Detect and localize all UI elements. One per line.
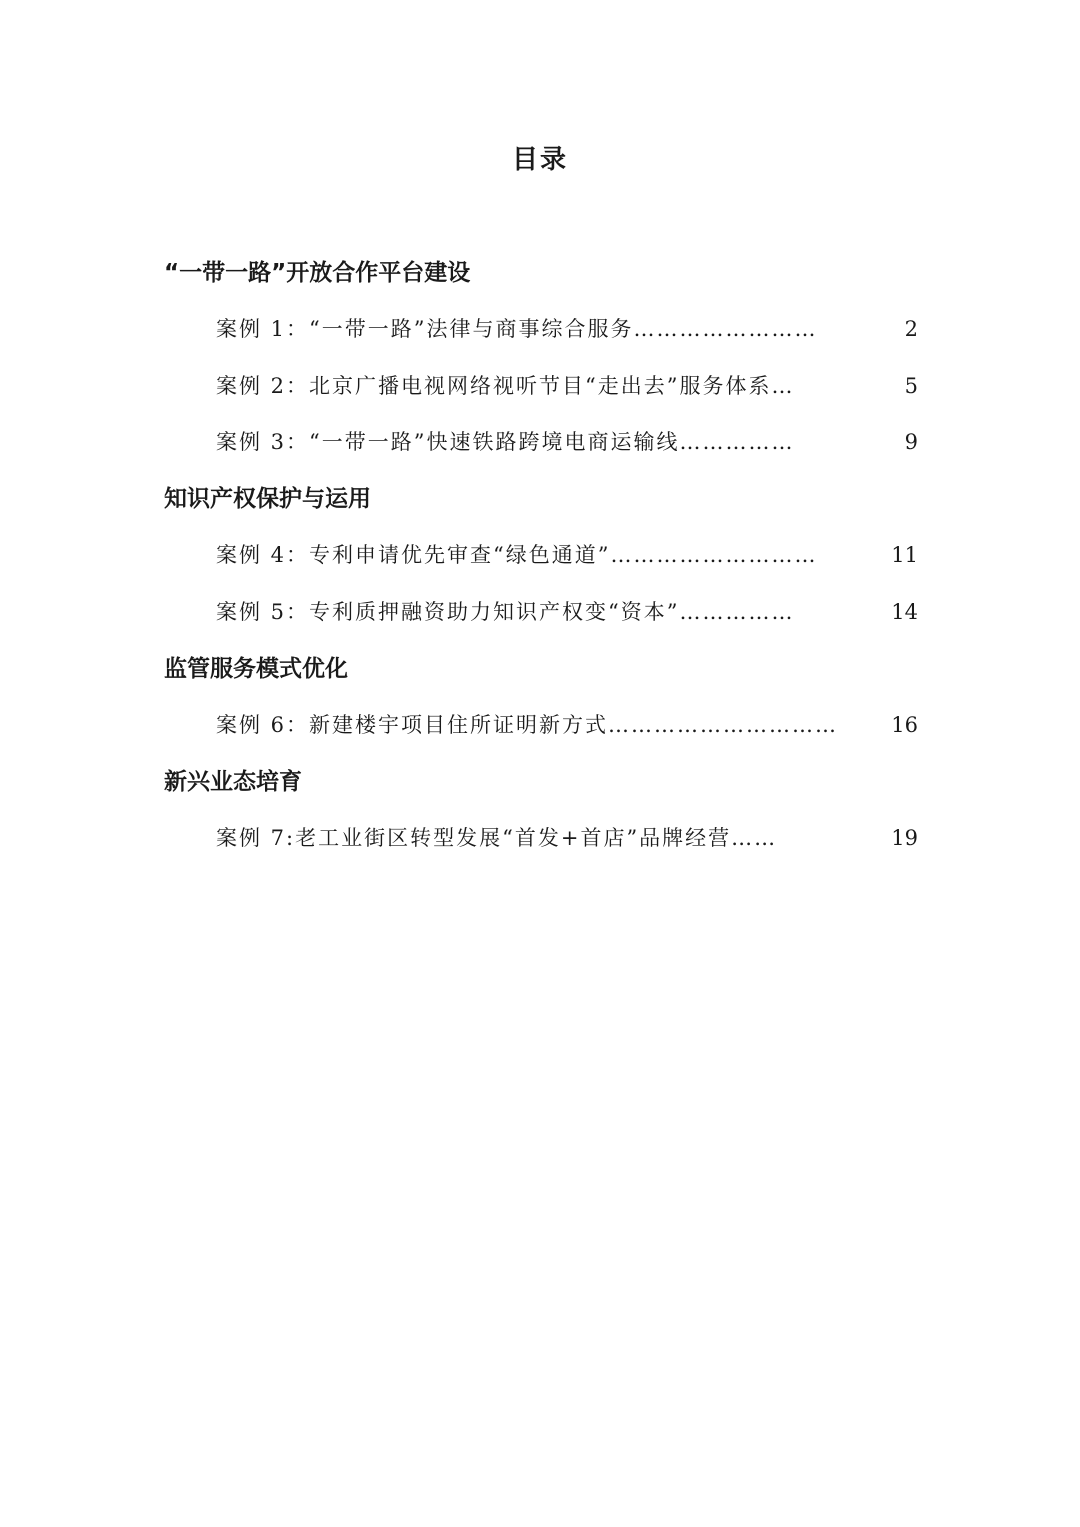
toc-entry-title: 案例 7:老工业街区转型发展“首发+首店”品牌经营…… xyxy=(216,826,778,850)
toc-entry-page-number: 16 xyxy=(891,713,918,737)
toc-entry-page-number: 2 xyxy=(904,317,918,341)
toc-entry-title: 案例 6：新建楼宇项目住所证明新方式………………………… xyxy=(216,713,839,737)
toc-entry-case-6[interactable] xyxy=(216,707,918,743)
section-heading-belt-and-road: “一带一路”开放合作平台建设 xyxy=(164,260,471,286)
toc-entry-title: 案例 3：“一带一路”快速铁路跨境电商运输线…………… xyxy=(216,430,795,454)
toc-entry-case-7[interactable] xyxy=(216,820,918,856)
toc-entry-case-5[interactable] xyxy=(216,594,918,630)
toc-entry-page-number: 11 xyxy=(891,543,918,567)
toc-entry-page-number: 19 xyxy=(891,826,918,850)
toc-entry-title: 案例 5：专利质押融资助力知识产权变“资本”…………… xyxy=(216,600,795,624)
toc-entry-title: 案例 1：“一带一路”法律与商事综合服务…………………… xyxy=(216,317,818,341)
toc-entry-case-4[interactable] xyxy=(216,537,918,573)
toc-entry-page-number: 5 xyxy=(904,374,918,398)
section-heading-ip-protection: 知识产权保护与运用 xyxy=(164,486,371,512)
toc-entry-title: 案例 4：专利申请优先审查“绿色通道”……………………… xyxy=(216,543,818,567)
toc-entry-title: 案例 2：北京广播电视网络视听节目“走出去”服务体系… xyxy=(216,374,795,398)
toc-entry-case-3[interactable] xyxy=(216,424,918,460)
toc-entry-page-number: 9 xyxy=(904,430,918,454)
section-heading-emerging-industries: 新兴业态培育 xyxy=(164,769,302,795)
section-heading-regulatory-services: 监管服务模式优化 xyxy=(164,656,348,682)
page-title: 目录 xyxy=(511,145,568,175)
toc-entry-case-1[interactable] xyxy=(216,311,918,347)
toc-entry-page-number: 14 xyxy=(891,600,918,624)
toc-entry-case-2[interactable] xyxy=(216,368,918,404)
